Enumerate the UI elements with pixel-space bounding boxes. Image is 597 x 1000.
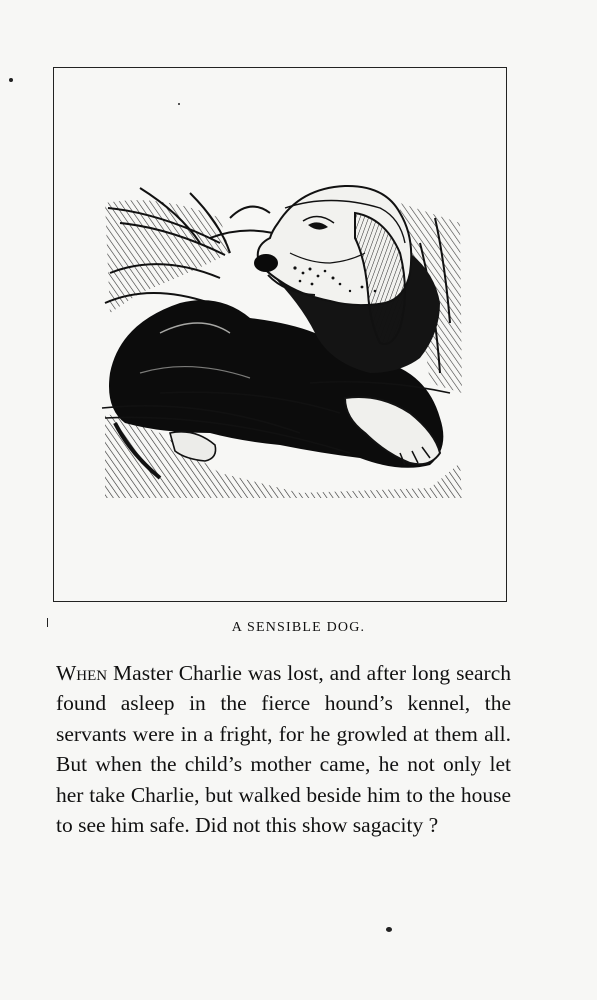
story-text: Master Charlie was lost, and after long search found asleep in the fierce hound’s kennel, the servants were in a fright, for he growled at them all. But when the child’s mother came, he not only let her take Charlie, but walked beside him to the house to see him safe. Did not this show sagacity ?	[56, 661, 511, 838]
story-lead-word: When	[56, 661, 108, 685]
dog-engraving	[100, 183, 465, 498]
illustration-caption: A SENSIBLE DOG.	[231, 620, 366, 635]
scan-speck	[9, 78, 13, 82]
story-paragraph	[56, 658, 511, 840]
scan-speck	[386, 927, 392, 932]
dog-nose	[254, 254, 278, 272]
